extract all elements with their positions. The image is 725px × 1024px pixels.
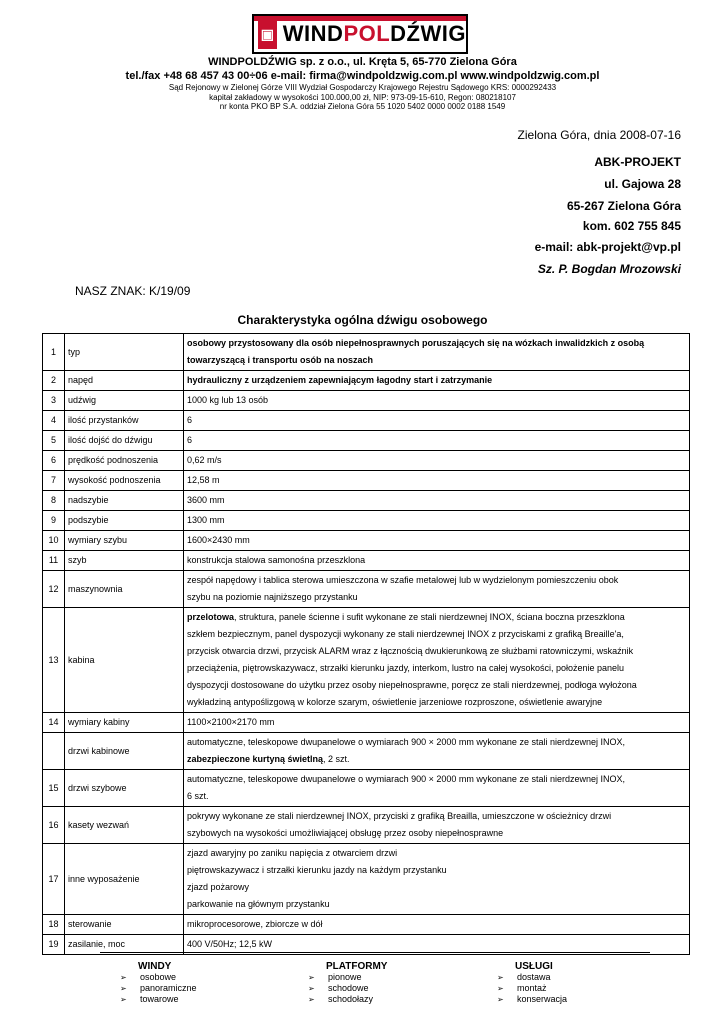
company-capital-info: kapitał zakładowy w wysokości 100.000,00 zł, NIP: 973-09-15-610, Regon: 080218107 — [209, 93, 516, 102]
arrow-bullet-icon: ➢ — [308, 973, 315, 982]
table-row — [43, 471, 690, 491]
row-value: 3600 mm — [184, 491, 690, 511]
table-row — [43, 608, 690, 713]
row-value: 1600×2430 mm — [184, 531, 690, 551]
footer-list-item: ➢ schodowe — [308, 983, 369, 993]
row-value: konstrukcja stalowa samonośna przeszklona — [184, 551, 690, 571]
row-value: 400 V/50Hz; 12,5 kW — [184, 935, 690, 955]
row-value: osobowy przystosowany dla osób niepełnosprawnych poruszających się na wózkach inwalidzkich z osobą towarzyszącą i transportu osób na noszach — [184, 334, 690, 371]
row-number: 16 — [43, 807, 65, 844]
row-number: 11 — [43, 551, 65, 571]
row-label: ilość przystanków — [65, 411, 184, 431]
row-value: zjazd awaryjny po zaniku napięcia z otwarciem drzwi piętrowskazywacz i strzałki kierunku jazdy na każdym przystanku zjazd pożarowy parkowanie na głównym przystanku — [184, 844, 690, 915]
arrow-bullet-icon: ➢ — [497, 995, 504, 1004]
row-value: 12,58 m — [184, 471, 690, 491]
footer-list-item: ➢ dostawa — [497, 972, 551, 982]
logo-red-bar — [254, 16, 466, 21]
footer-column-uslugi — [497, 961, 567, 1005]
row-number: 14 — [43, 713, 65, 733]
row-value: 6 — [184, 431, 690, 451]
table-row — [43, 431, 690, 451]
row-number: 3 — [43, 391, 65, 411]
footer-column-title: WINDY — [138, 961, 172, 972]
letter-date: Zielona Góra, dnia 2008-07-16 — [517, 128, 681, 142]
company-address: WINDPOLDŹWIG sp. z o.o., ul. Kręta 5, 65-770 Zielona Góra — [208, 56, 517, 68]
row-value: automatyczne, teleskopowe dwupanelowe o wymiarach 900 × 2000 mm wykonane ze stali nierdzewnej INOX, 6 szt. — [184, 770, 690, 807]
table-row — [43, 915, 690, 935]
our-reference: NASZ ZNAK: K/19/09 — [75, 284, 191, 298]
footer-list-item: ➢ osobowe — [120, 972, 177, 982]
recipient-email: e-mail: abk-projekt@vp.pl — [534, 240, 681, 254]
row-number: 10 — [43, 531, 65, 551]
row-number: 2 — [43, 371, 65, 391]
row-value: automatyczne, teleskopowe dwupanelowe o wymiarach 900 × 2000 mm wykonane ze stali nierdzewnej INOX, zabezpieczone kurtyną świetlną, 2 szt. — [184, 733, 690, 770]
row-label: drzwi kabinowe — [65, 733, 184, 770]
footer-list-item: ➢ konserwacja — [497, 994, 568, 1004]
row-number: 17 — [43, 844, 65, 915]
row-label: wymiary kabiny — [65, 713, 184, 733]
table-row — [43, 733, 690, 770]
footer-list-item: ➢ towarowe — [120, 994, 179, 1004]
row-value: hydrauliczny z urządzeniem zapewniającym łagodny start i zatrzymanie — [184, 371, 690, 391]
company-logo — [252, 14, 468, 54]
arrow-bullet-icon: ➢ — [120, 995, 127, 1004]
row-number: 18 — [43, 915, 65, 935]
row-value: 1000 kg lub 13 osób — [184, 391, 690, 411]
row-number — [43, 733, 65, 770]
row-number: 7 — [43, 471, 65, 491]
recipient-street: ul. Gajowa 28 — [604, 177, 681, 191]
row-number: 15 — [43, 770, 65, 807]
arrow-bullet-icon: ➢ — [497, 973, 504, 982]
row-value: pokrywy wykonane ze stali nierdzewnej INOX, przyciski z grafiką Breailla, umieszczone w ościeżnicy drzwi szybowych na wysokości umożliwiającej obsługę przez osoby niepełnosprawne — [184, 807, 690, 844]
table-row — [43, 371, 690, 391]
company-contact: tel./fax +48 68 457 43 00÷06 e-mail: firma@windpoldzwig.com.pl www.windpoldzwig.com.pl — [125, 70, 600, 82]
logo-part-1: WIND — [282, 21, 344, 46]
document-title: Charakterystyka ogólna dźwigu osobowego — [237, 313, 488, 327]
logo-part-2: POL — [343, 21, 391, 46]
row-value: zespół napędowy i tablica sterowa umieszczona w szafie metalowej lub w wydzielonym pomieszczeniu obok szybu na poziomie najniższego przystanku — [184, 571, 690, 608]
row-value: 6 — [184, 411, 690, 431]
footer-divider — [100, 952, 650, 953]
row-label: sterowanie — [65, 915, 184, 935]
footer-list-item: ➢ schodołazy — [308, 994, 374, 1004]
row-label: ilość dojść do dźwigu — [65, 431, 184, 451]
table-row — [43, 391, 690, 411]
logo-emblem-icon: ▣ — [258, 19, 277, 49]
row-label: wymiary szybu — [65, 531, 184, 551]
row-label: wysokość podnoszenia — [65, 471, 184, 491]
company-court-info: Sąd Rejonowy w Zielonej Górze VIII Wydział Gospodarczy Krajowego Rejestru Sądowego KRS: 0000292433 — [168, 83, 557, 92]
row-number: 1 — [43, 334, 65, 371]
table-row — [43, 571, 690, 608]
row-number: 5 — [43, 431, 65, 451]
footer-column-platformy — [308, 961, 387, 1005]
table-row — [43, 451, 690, 471]
row-label: nadszybie — [65, 491, 184, 511]
arrow-bullet-icon: ➢ — [120, 973, 127, 982]
row-number: 8 — [43, 491, 65, 511]
logo-part-3: DŹWIG — [390, 21, 466, 46]
footer-list-item: ➢ panoramiczne — [120, 983, 197, 993]
recipient-city: 65-267 Zielona Góra — [566, 199, 681, 213]
row-label: inne wyposażenie — [65, 844, 184, 915]
row-number: 6 — [43, 451, 65, 471]
row-label: prędkość podnoszenia — [65, 451, 184, 471]
row-number: 13 — [43, 608, 65, 713]
row-number: 12 — [43, 571, 65, 608]
row-label: kasety wezwań — [65, 807, 184, 844]
row-label: napęd — [65, 371, 184, 391]
arrow-bullet-icon: ➢ — [308, 995, 315, 1004]
recipient-name: ABK-PROJEKT — [594, 155, 681, 169]
row-value: przelotowa, struktura, panele ścienne i sufit wykonane ze stali nierdzewnej INOX, ściana boczna przeszklona szkłem bezpiecznym, panel dyspozycji wykonany ze stali nierdzewnej INOX z przyciskami z grafiką Breaille'a, przycisk otwarcia drzwi, przycisk ALARM wraz z łącznością dwukierunkową ze służbami ratowniczymi, wskaźnik przeciążenia, piętrowskazywacz, strzałki kierunku jazdy, interkom, lustro na całej wysokości, położenie panelu dyspozycji dostosowane do użytku przez osoby niepełnosprawne, poręcz ze stali nierdzewnej, podłoga wyłożona wykładziną antypoślizgową w kolorze szarym, oświetlenie jarzeniowe rozproszone, oświetlenie awaryjne — [184, 608, 690, 713]
footer-column-title: USŁUGI — [515, 961, 553, 972]
row-label: zasilanie, moc — [65, 935, 184, 955]
recipient-person: Sz. P. Bogdan Mrozowski — [537, 262, 681, 276]
row-number: 9 — [43, 511, 65, 531]
logo-text — [283, 21, 466, 47]
row-label: maszynownia — [65, 571, 184, 608]
row-value: 0,62 m/s — [184, 451, 690, 471]
row-label: typ — [65, 334, 184, 371]
footer-list-item: ➢ pionowe — [308, 972, 362, 982]
table-row — [43, 713, 690, 733]
footer-column-title: PLATFORMY — [326, 961, 388, 972]
row-label: kabina — [65, 608, 184, 713]
recipient-phone: kom. 602 755 845 — [582, 219, 681, 233]
table-row — [43, 491, 690, 511]
arrow-bullet-icon: ➢ — [497, 984, 504, 993]
table-row — [43, 334, 690, 371]
row-label: drzwi szybowe — [65, 770, 184, 807]
footer-column-windy — [120, 961, 197, 1005]
arrow-bullet-icon: ➢ — [308, 984, 315, 993]
table-row — [43, 531, 690, 551]
spec-table — [42, 333, 690, 955]
table-row — [43, 807, 690, 844]
row-label: udźwig — [65, 391, 184, 411]
company-bank-info: nr konta PKO BP S.A. oddział Zielona Góra 55 1020 5402 0000 0002 0188 1549 — [219, 102, 506, 111]
row-number: 4 — [43, 411, 65, 431]
arrow-bullet-icon: ➢ — [120, 984, 127, 993]
table-row — [43, 551, 690, 571]
footer-list-item: ➢ montaż — [497, 983, 547, 993]
table-row — [43, 770, 690, 807]
row-value: 1100×2100×2170 mm — [184, 713, 690, 733]
row-label: podszybie — [65, 511, 184, 531]
table-row — [43, 411, 690, 431]
row-label: szyb — [65, 551, 184, 571]
table-row — [43, 844, 690, 915]
row-number: 19 — [43, 935, 65, 955]
table-row — [43, 511, 690, 531]
row-value: 1300 mm — [184, 511, 690, 531]
row-value: mikroprocesorowe, zbiorcze w dół — [184, 915, 690, 935]
